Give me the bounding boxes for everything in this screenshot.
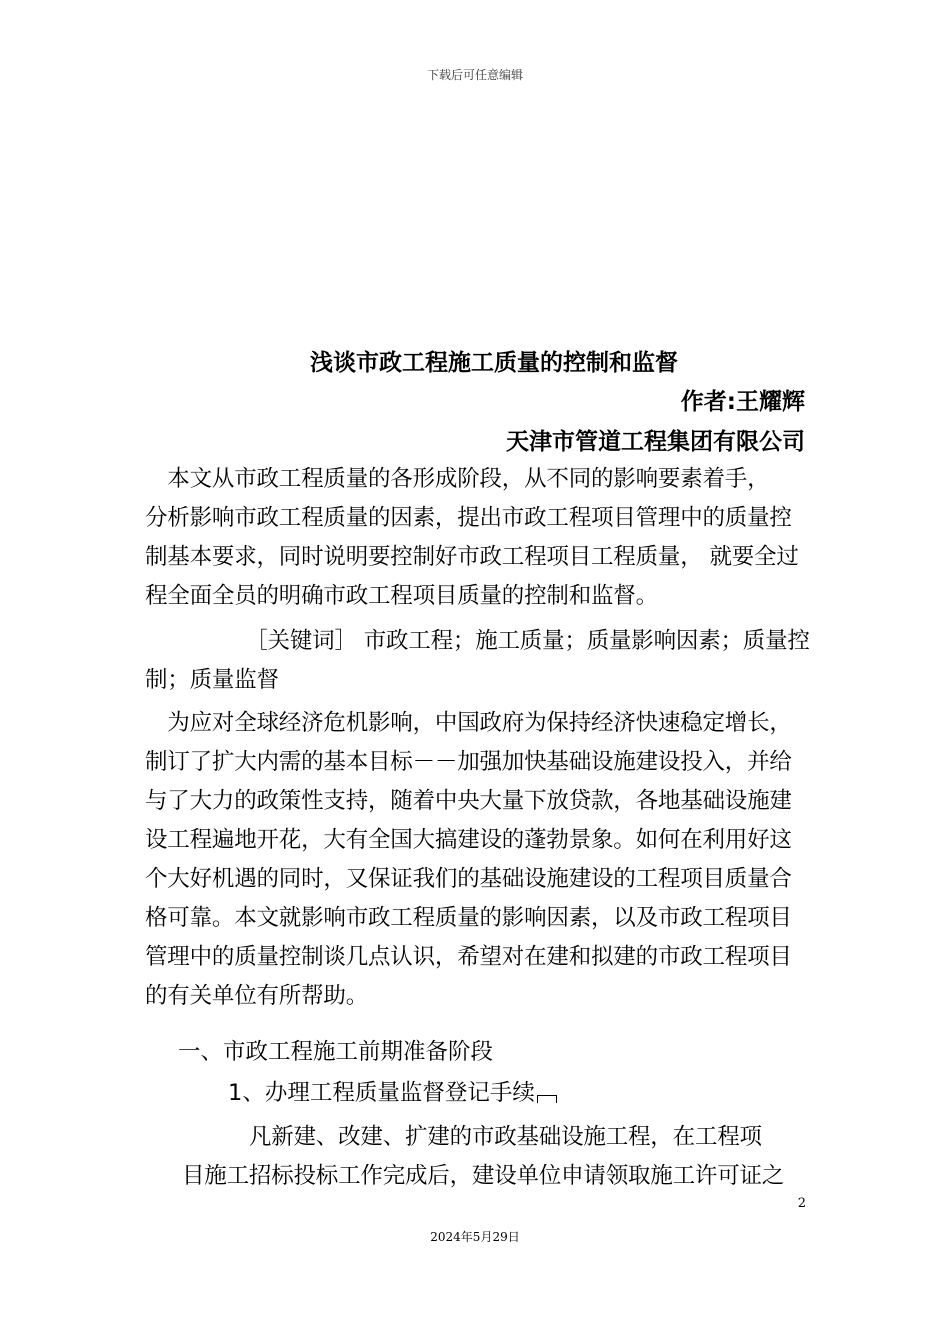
- edit-mark-icon: [537, 1095, 557, 1103]
- intro-line: 格可靠。本文就影响市政工程质量的影响因素，以及市政工程项目: [145, 905, 792, 931]
- header-note: 下载后可任意编辑: [426, 68, 523, 82]
- abstract-line: 制基本要求，同时说明要控制好市政工程项目工程质量， 就要全过: [145, 544, 799, 570]
- intro-line: 设工程遍地开花，大有全国大搞建设的蓬勃景象。如何在利用好这: [145, 827, 792, 853]
- intro-line: 制订了扩大内需的基本目标－－加强加快基础设施建设投入，并给: [145, 749, 792, 775]
- section-heading: 一、市政工程施工前期准备阶段: [178, 1039, 494, 1065]
- sub-heading: 1、办理工程质量监督登记手续: [228, 1080, 535, 1106]
- intro-line: 与了大力的政策性支持，随着中央大量下放贷款，各地基础设施建: [145, 788, 792, 814]
- registration-paragraph: [182, 1118, 812, 1196]
- keywords-paragraph: [145, 622, 809, 700]
- footer-date: 2024年5月29日: [430, 1230, 520, 1244]
- intro-line: 的有关单位有所帮助。: [145, 983, 369, 1009]
- abstract-line: 本文从市政工程质量的各形成阶段，从不同的影响要素着手，: [145, 466, 770, 492]
- intro-line: 管理中的质量控制谈几点认识，希望对在建和拟建的市政工程项目: [145, 944, 792, 970]
- keywords-line: ［关键词］ 市政工程；施工质量；质量影响因素；质量控: [145, 628, 810, 654]
- registration-line: 凡新建、改建、扩建的市政基础设施工程，在工程项: [182, 1124, 762, 1150]
- abstract-line: 程全面全员的明确市政工程项目质量的控制和监督。: [145, 583, 658, 609]
- document-title: 浅谈市政工程施工质量的控制和监督: [310, 350, 678, 376]
- abstract-line: 分析影响市政工程质量的因素，提出市政工程项目管理中的质量控: [145, 505, 792, 531]
- keywords-line: 制；质量监督: [145, 667, 279, 693]
- registration-line: 目施工招标投标工作完成后，建设单位申请领取施工许可证之: [182, 1163, 785, 1189]
- abstract-paragraph: [145, 460, 809, 616]
- intro-line: 个大好机遇的同时，又保证我们的基础设施建设的工程项目质量合: [145, 866, 792, 892]
- page-number: 2: [797, 1196, 806, 1211]
- author-line: 作者:王耀辉: [680, 389, 805, 415]
- intro-paragraph: [145, 704, 809, 1016]
- organization-line: 天津市管道工程集团有限公司: [506, 429, 805, 455]
- intro-line: 为应对全球经济危机影响，中国政府为保持经济快速稳定增长，: [145, 710, 792, 736]
- sub-heading-wrapper: [228, 1075, 557, 1107]
